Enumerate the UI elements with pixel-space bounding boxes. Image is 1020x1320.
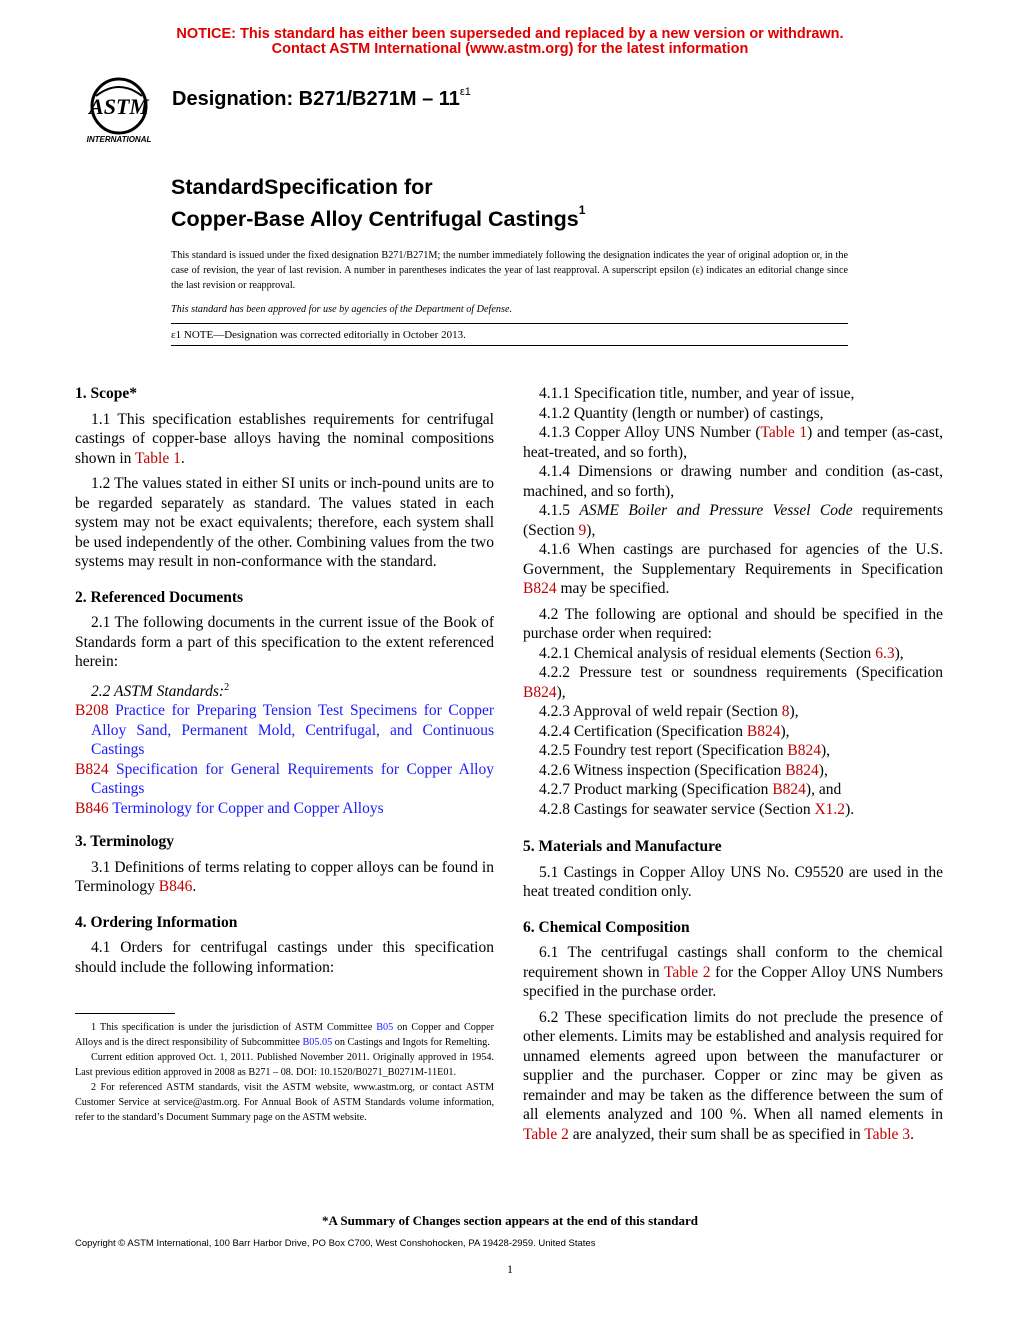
footnote-1: 1 This specification is under the jurisdiction of ASTM Committee B05 on Copper and Copper Alloys and is the direct responsibility of Subcommittee B05.05 on Castings and Ingots for Remelting.	[75, 1022, 494, 1048]
b824-link[interactable]: B824	[523, 683, 557, 701]
paragraph-1-1: 1.1 This specification establishes requirements for centrifugal castings of copper-base alloys having the nominal compositions shown in Table 1.	[75, 410, 494, 467]
svg-text:ASTM: ASTM	[89, 94, 149, 119]
reference-b824[interactable]: B824 Specification for General Requirements for Copper Alloy Castings	[75, 760, 494, 798]
item-4-2-3: 4.2.3 Approval of weld repair (Section 8),	[539, 703, 799, 720]
section-9-link[interactable]: 9	[578, 521, 587, 539]
b824-link[interactable]: B824	[746, 722, 781, 740]
table-1-link[interactable]: Table 1	[760, 424, 808, 441]
item-4-2-5: 4.2.5 Foundry test report (Specification B824),	[539, 742, 831, 759]
paragraph-2-1: 2.1 The following documents in the current issue of the Book of Standards form a part of this specification to the extent referenced herein:	[75, 614, 494, 670]
x1-2-link[interactable]: X1.2	[814, 800, 846, 818]
item-4-2-4: 4.2.4 Certification (Specification B824),	[539, 722, 790, 740]
issuance-statement: This standard is issued under the fixed designation B271/B271M; the number immediately following the designation indicates the year of original adoption or, in the case of revision, the year of last revision. A number in parentheses indicates the year of last reapproval. A superscript epsilon (ε) indicates an editorial change since the last revision or reapproval.	[171, 250, 848, 291]
item-4-2-6: 4.2.6 Witness inspection (Specification B824),	[539, 761, 828, 779]
astm-logo	[76, 76, 162, 146]
paragraph-5-1: 5.1 Castings in Copper Alloy UNS No. C95520 are used in the heat treated condition only.	[523, 863, 943, 900]
editorial-note: ε1 NOTE—Designation was corrected editorially in October 2013.	[171, 329, 466, 341]
item-4-1-4: 4.1.4 Dimensions or drawing number and condition (as-cast, machined, and so forth),	[523, 463, 943, 500]
copyright: Copyright © ASTM International, 100 Barr Harbor Drive, PO Box C700, West Conshohocken, PA 19428-2959. United States	[75, 1238, 596, 1249]
item-4-2-8: 4.2.8 Castings for seawater service (Section X1.2).	[539, 800, 855, 818]
item-4-2-7: 4.2.7 Product marking (Specification B824), and	[539, 781, 842, 798]
b824-link[interactable]: B824	[785, 761, 819, 779]
section-heading-referenced-documents: 2. Referenced Documents	[75, 588, 244, 606]
page-number: 1	[507, 1262, 513, 1276]
divider	[171, 345, 848, 346]
svg-text:INTERNATIONAL: INTERNATIONAL	[86, 135, 152, 144]
paragraph-6-1: 6.1 The centrifugal castings shall conform to the chemical requirement shown in Table 2 for the Copper Alloy UNS Numbers specified in the purchase order.	[523, 944, 944, 1000]
b824-link[interactable]: B824	[772, 781, 806, 798]
section-8-link[interactable]: 8	[781, 703, 790, 720]
section-heading-terminology: 3. Terminology	[75, 833, 175, 851]
dod-approval-statement: This standard has been approved for use by agencies of the Department of Defense.	[171, 304, 513, 315]
footnote-divider	[75, 1013, 175, 1014]
designation: Designation: $B271/B271M - 11^{\varepsilon 1}$	[172, 86, 471, 110]
section-heading-chemical-composition: 6. Chemical Composition	[523, 918, 690, 936]
table-2-link[interactable]: Table 2	[523, 1125, 569, 1143]
table-3-link[interactable]: Table 3	[864, 1125, 911, 1143]
paragraph-1-2: 1.2 The values stated in either SI units or inch-pound units are to be regarded separately as standard. The values stated in each system may not be exact equivalents; therefore, each system shall be used independently of the other. Combining values from the two systems may result in non-conformance with the standard.	[75, 475, 494, 570]
section-6-3-link[interactable]: 6.3	[875, 644, 895, 662]
b824-link[interactable]: B824	[523, 580, 557, 597]
footnote-2: 2 For referenced ASTM standards, visit the ASTM website, www.astm.org, or contact ASTM Customer Service at service@astm.org. For Annual Book of ASTM Standards volume information, refer to the standard’s Document Summary page on the ASTM website.	[75, 1082, 494, 1123]
b824-link[interactable]: B824	[787, 742, 821, 759]
reference-b846[interactable]: B846 Terminology for Copper and Copper Alloys	[75, 799, 384, 817]
footnote-1-edition: Current edition approved Oct. 1, 2011. Published November 2011. Originally approved in 1954. Last previous edition approved in 2008 as B271 – 08. DOI: 10.1520/B0271_B0271M-11E01.	[75, 1052, 494, 1078]
title-line-1: StandardSpecification for	[171, 175, 433, 199]
item-4-2: 4.2 The following are optional and should be specified in the purchase order when required:	[523, 605, 943, 642]
section-heading-ordering-information: 4. Ordering Information	[75, 913, 238, 931]
document-title	[171, 174, 585, 233]
item-4-1-1: 4.1.1 Specification title, number, and year of issue,	[539, 385, 855, 402]
reference-b208[interactable]: B208 Practice for Preparing Tension Test Specimens for Copper Alloy Sand, Permanent Mold, Centrifugal, and Continuous Castings	[75, 702, 494, 759]
notice-line-2: Contact ASTM International (www.astm.org) for the latest information	[271, 41, 749, 57]
item-4-1-5: 4.1.5 ASME Boiler and Pressure Vessel Code requirements (Section 9),	[523, 502, 943, 539]
table-1-link[interactable]: Table 1	[135, 449, 181, 467]
item-4-2-2: 4.2.2 Pressure test or soundness requirements (Specification B824),	[523, 664, 943, 701]
paragraph-4-1: 4.1 Orders for centrifugal castings under this specification should include the following information:	[75, 939, 494, 976]
summary-of-changes-note: *A Summary of Changes section appears at the end of this standard	[322, 1213, 698, 1228]
notice-line-1: NOTICE: This standard has either been superseded and replaced by a new version or withdrawn.	[176, 26, 844, 42]
footnotes	[75, 1020, 494, 1125]
withdrawn-notice	[0, 27, 1020, 57]
title-line-2: Copper-Base Alloy Centrifugal Castings$^1$	[171, 203, 586, 232]
right-column	[523, 384, 943, 1150]
paragraph-6-2: 6.2 These specification limits do not preclude the presence of other elements. Limits may be established and analysis required for unnamed elements agreed upon between the manufacturer or supplier and the purchaser. Copper or zinc may be given as remainder and may be taken as the difference between the sum of all elements analyzed and 100 %. When all named elements in Table 2 are analyzed, their sum shall be as specified in Table 3.	[523, 1008, 943, 1143]
paragraph-2-2: 2.2 ASTM Standards:$^2$	[91, 681, 230, 700]
divider	[171, 323, 848, 324]
item-4-1-6: 4.1.6 When castings are purchased for agencies of the U.S. Government, the Supplementary Requirements in Specification B824 may be specified.	[523, 541, 943, 597]
b846-link[interactable]: B846	[158, 878, 193, 896]
section-heading-materials: 5. Materials and Manufacture	[523, 838, 722, 855]
paragraph-3-1: 3.1 Definitions of terms relating to copper alloys can be found in Terminology B846.	[75, 858, 494, 896]
item-4-1-3: 4.1.3 Copper Alloy UNS Number (Table 1) and temper (as-cast, heat-treated, and so forth),	[523, 424, 944, 461]
left-column	[75, 384, 494, 983]
table-2-link[interactable]: Table 2	[663, 963, 711, 981]
section-heading-scope: 1. Scope*	[75, 385, 137, 402]
item-4-2-1: 4.2.1 Chemical analysis of residual elements (Section 6.3),	[539, 644, 904, 662]
item-4-1-2: 4.1.2 Quantity (length or number) of castings,	[539, 404, 824, 422]
